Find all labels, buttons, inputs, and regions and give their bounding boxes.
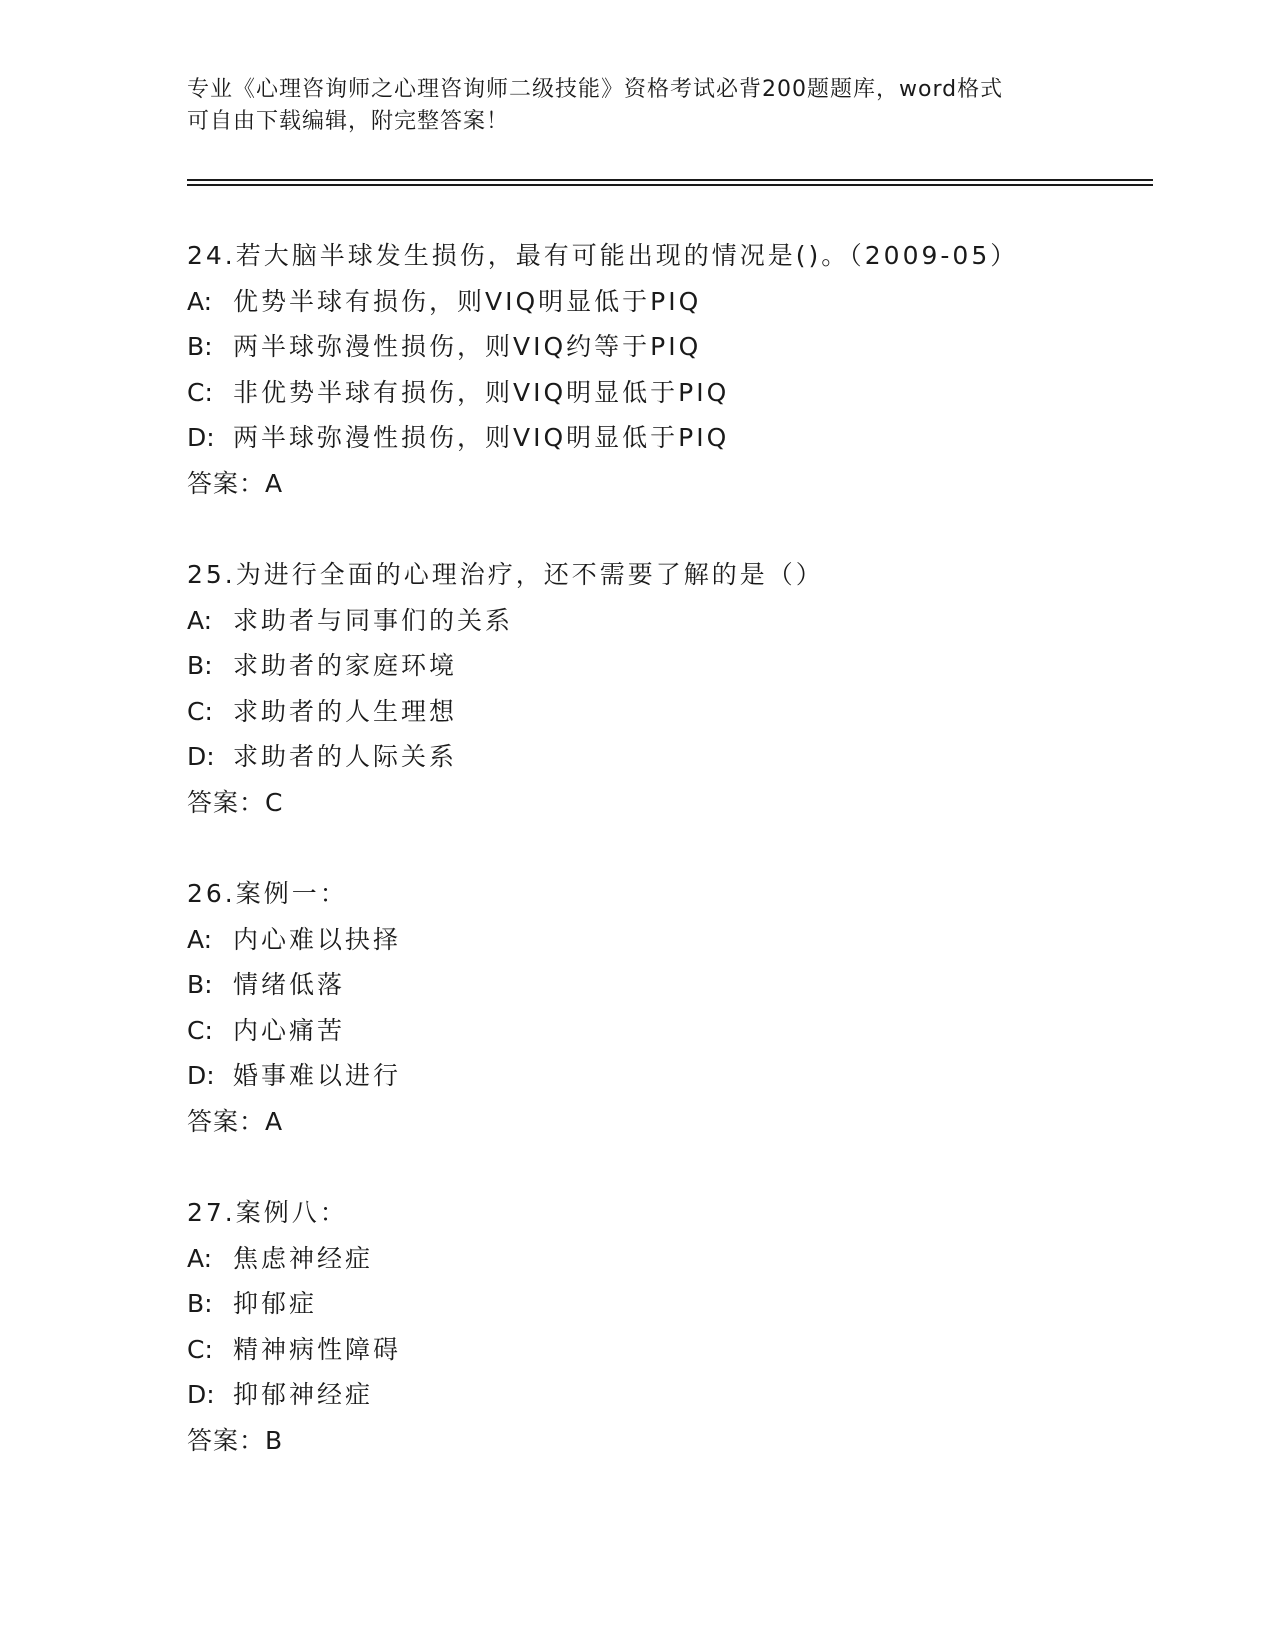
- option-text: 焦虑神经症: [233, 1243, 374, 1273]
- option-text: 求助者的家庭环境: [233, 651, 458, 680]
- option-text: 非优势半球有损伤，则VIQ明显低于PIQ: [233, 377, 730, 407]
- header-line-1: 专业《心理咨询师之心理咨询师二级技能》资格考试必背200题题库，word格式: [187, 77, 1004, 102]
- option-c: [187, 370, 1167, 416]
- question-26: [187, 871, 1167, 1144]
- question-stem: 24.若大脑半球发生损伤，最有可能出现的情况是()。（2009-05）: [187, 241, 1019, 270]
- option-letter: D:: [187, 742, 215, 771]
- answer-line: 答案：C: [187, 787, 284, 817]
- option-letter: C:: [187, 1015, 213, 1045]
- option-d: [187, 415, 1167, 461]
- option-letter: B:: [187, 970, 213, 999]
- option-c: [187, 689, 1167, 735]
- option-text: 求助者的人际关系: [233, 742, 458, 771]
- option-text: 精神病性障碍: [233, 1334, 402, 1364]
- option-a: [187, 1236, 1167, 1282]
- header-line-2: 可自由下载编辑，附完整答案！: [187, 109, 510, 134]
- answer-line: 答案：B: [187, 1425, 284, 1455]
- option-text: 婚事难以进行: [233, 1061, 402, 1090]
- option-a: [187, 279, 1167, 325]
- option-text: 内心痛苦: [233, 1015, 346, 1045]
- option-text: 两半球弥漫性损伤，则VIQ约等于PIQ: [233, 332, 702, 361]
- option-letter: D:: [187, 1380, 215, 1409]
- option-b: [187, 1281, 1167, 1327]
- option-letter: D:: [187, 423, 215, 452]
- option-letter: A:: [187, 605, 213, 635]
- option-b: [187, 962, 1167, 1008]
- option-text: 情绪低落: [233, 970, 346, 999]
- question-25: [187, 552, 1167, 825]
- option-text: 优势半球有损伤，则VIQ明显低于PIQ: [233, 286, 702, 316]
- option-text: 内心难以抉择: [233, 924, 402, 954]
- option-letter: B:: [187, 1289, 213, 1318]
- question-stem: 27.案例八：: [187, 1198, 348, 1227]
- answer-line: 答案：A: [187, 468, 284, 498]
- option-letter: A:: [187, 1243, 213, 1273]
- document-header: [187, 74, 1087, 138]
- option-d: [187, 1372, 1167, 1418]
- option-letter: B:: [187, 332, 213, 361]
- option-text: 求助者与同事们的关系: [233, 605, 514, 635]
- option-a: [187, 598, 1167, 644]
- question-27: [187, 1190, 1167, 1463]
- question-stem: 25.为进行全面的心理治疗，还不需要了解的是（）: [187, 560, 824, 589]
- header-divider-bottom: [187, 184, 1153, 186]
- option-letter: B:: [187, 651, 213, 680]
- option-letter: A:: [187, 286, 213, 316]
- option-b: [187, 643, 1167, 689]
- option-d: [187, 734, 1167, 780]
- option-text: 两半球弥漫性损伤，则VIQ明显低于PIQ: [233, 423, 730, 452]
- option-c: [187, 1327, 1167, 1373]
- option-letter: C:: [187, 377, 213, 407]
- option-letter: C:: [187, 696, 213, 726]
- question-stem: 26.案例一：: [187, 879, 348, 908]
- answer-line: 答案：A: [187, 1106, 284, 1136]
- option-text: 抑郁症: [233, 1289, 318, 1318]
- option-letter: C:: [187, 1334, 213, 1364]
- option-text: 抑郁神经症: [233, 1380, 374, 1409]
- option-d: [187, 1053, 1167, 1099]
- question-24: [187, 233, 1167, 506]
- option-letter: A:: [187, 924, 213, 954]
- option-text: 求助者的人生理想: [233, 696, 458, 726]
- option-letter: D:: [187, 1061, 215, 1090]
- option-b: [187, 324, 1167, 370]
- header-divider-top: [187, 179, 1153, 181]
- option-c: [187, 1008, 1167, 1054]
- option-a: [187, 917, 1167, 963]
